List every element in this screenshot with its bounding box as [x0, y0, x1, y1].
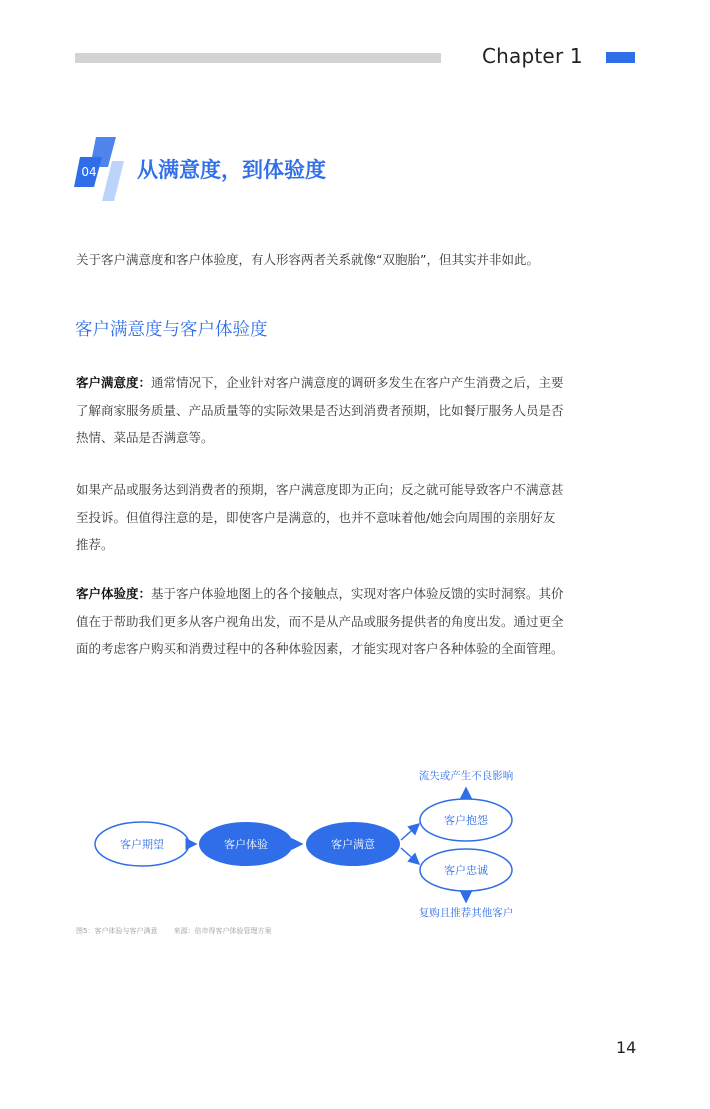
- node-experience-label: 客户体验: [224, 838, 268, 851]
- figure-label: 图5：客户体验与客户满意: [76, 927, 158, 935]
- section-number: 04: [81, 165, 97, 179]
- node-satisfaction-label: 客户满意: [331, 838, 375, 851]
- figure-caption: [76, 926, 271, 936]
- node-complaint-label: 客户抱怨: [444, 814, 488, 827]
- experience-text: 基于客户体验地图上的各个接触点，实现对客户体验反馈的实时洞察。其价值在于帮助我们更多从客户视角出发，而不是从产品或服务提供者的角度出发。通过更全面的考虑客户购买和消费过程中的各种体验因素，才能实现对客户各种体验的全面管理。: [76, 586, 564, 656]
- experience-label: 客户体验度：: [76, 586, 152, 601]
- arrow-satisfaction-loyalty: [401, 848, 419, 864]
- node-loyalty-label: 客户忠诚: [444, 864, 488, 877]
- expectation-paragraph: 如果产品或服务达到消费者的预期，客户满意度即为正向；反之就可能导致客户不满意甚至投诉。但值得注意的是，即使客户是满意的，也并不意味着他/她会向周围的亲朋好友推荐。: [76, 482, 564, 552]
- chapter-marker: [606, 52, 635, 63]
- satisfaction-label: 客户满意度：: [76, 375, 152, 390]
- intro-text: 关于客户满意度和客户体验度，有人形容两者关系就像“双胞胎”，但其实并非如此。: [76, 252, 539, 267]
- node-expectation-label: 客户期望: [120, 838, 164, 851]
- satisfaction-text: 通常情况下，企业针对客户满意度的调研多发生在客户产生消费之后，主要了解商家服务质量、产品质量等的实际效果是否达到消费者预期，比如餐厅服务人员是否热情、菜品是否满意等。: [76, 375, 564, 445]
- subheading: 客户满意度与客户体验度: [75, 320, 268, 340]
- negative-effect-label: 流失或产生不良影响: [418, 770, 514, 782]
- chapter-label: Chapter 1: [482, 44, 583, 68]
- satisfaction-paragraph: [76, 369, 566, 452]
- experience-flow-diagram: [0, 760, 710, 920]
- source-label: 来源：倍市得客户体验管理方案: [173, 927, 272, 935]
- page-number: 14: [616, 1038, 637, 1057]
- section-number-badge: [74, 137, 124, 201]
- arrow-satisfaction-complaint: [401, 824, 419, 840]
- header-rule: [75, 53, 441, 63]
- positive-effect-label: 复购且推荐其他客户: [418, 907, 514, 919]
- section-title: 从满意度，到体验度: [137, 158, 326, 182]
- experience-paragraph: [76, 580, 566, 663]
